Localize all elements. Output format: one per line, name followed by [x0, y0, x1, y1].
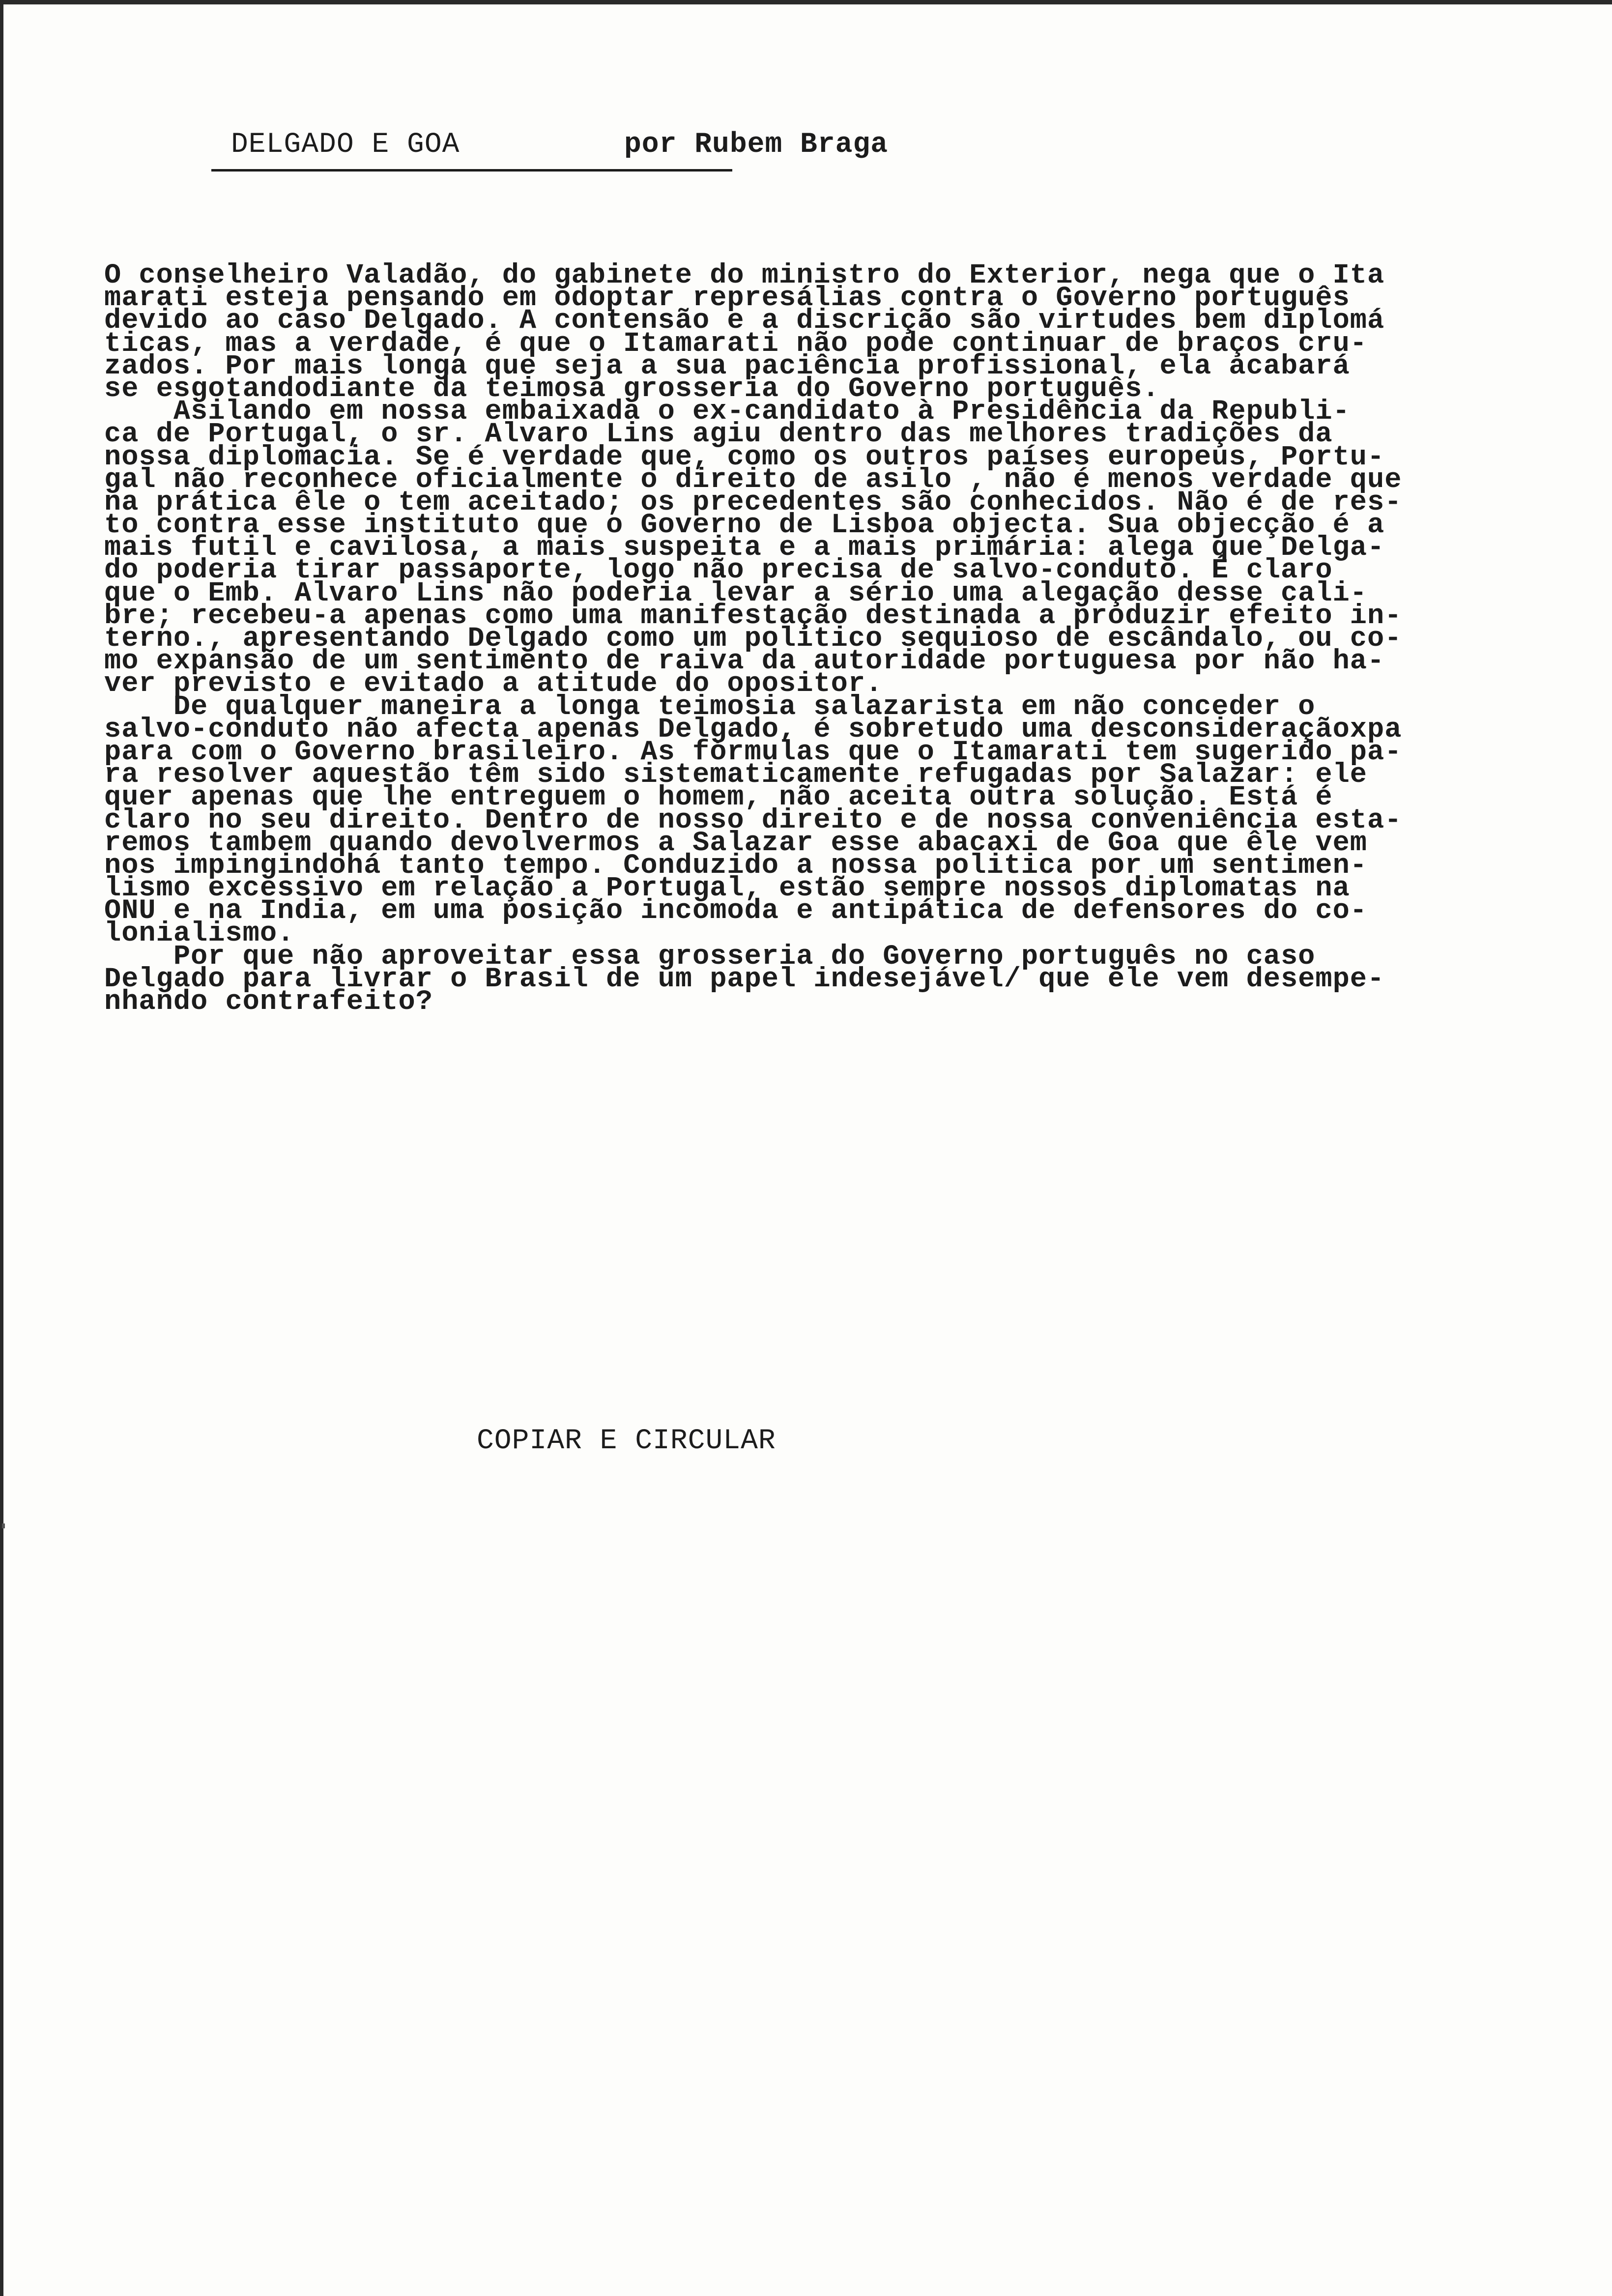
document-author: por Rubem Braga — [624, 129, 889, 161]
body-line: nos impingindohá tanto tempo. Conduzido a nossa politica por um sentimen- — [104, 850, 1368, 882]
body-line: ra resolver aquestão têm sido sistematicamente refugadas por Salazar: ele — [104, 759, 1368, 791]
body-line: nossa diplomacia. Se é verdade que, como os outros países europeus, Portu- — [104, 441, 1385, 473]
body-line: nhando contrafeito? — [104, 986, 433, 1018]
body-line: ONU e na India, em uma posição incomoda e antipática de defensores do co- — [104, 895, 1368, 927]
body-line: devido ao caso Delgado. A contensão e a discrição são virtudes bem diplomá — [104, 305, 1385, 337]
body-line: to contra esse instituto que o Governo de Lisboa objecta. Sua objecção é a — [104, 510, 1385, 542]
body-line: na prática êle o tem aceitado; os precedentes são conhecidos. Não é de res- — [104, 487, 1402, 518]
body-line: lonialismo. — [104, 918, 295, 950]
body-line: Delgado para livrar o Brasil de um papel indesejável/ que ele vem desempe- — [104, 963, 1385, 995]
body-line: gal não reconhece oficialmente o direito de asilo , não é menos verdade que — [104, 464, 1402, 496]
body-line: ca de Portugal, o sr. Alvaro Lins agiu dentro das melhores tradições da — [104, 419, 1333, 451]
body-line: terno., apresentando Delgado como um politico sequioso de escândalo, ou co- — [104, 623, 1402, 655]
body-line: que o Emb. Alvaro Lins não poderia levar a sério uma alegação desse cali- — [104, 577, 1368, 609]
body-line: zados. Por mais longa que seja a sua paciência profissional, ela acabará — [104, 350, 1350, 382]
body-line: do poderia tirar passaporte, logo não precisa de salvo-conduto. É claro — [104, 555, 1333, 587]
article-body — [104, 260, 1554, 1018]
page-top-edge — [0, 0, 1612, 4]
body-line: se esgotandodiante da teimosa grosseria do Governo português. — [104, 373, 1160, 405]
body-line: para com o Governo brasileiro. As fórmulas que o Itamarati tem sugerido pa- — [104, 736, 1402, 768]
body-line: remos tambem quando devolvermos a Salazar esse abacaxi de Goa que êle vem — [104, 827, 1368, 859]
body-line: bre; recebeu-a apenas como uma manifestação destinada a produzir efeito in- — [104, 600, 1402, 632]
body-line: Por que não aproveitar essa grosseria do Governo português no caso — [104, 941, 1316, 973]
margin-mark — [2, 1523, 5, 1528]
body-line: salvo-conduto não afecta apenas Delgado, é sobretudo uma desconsideraçãoxpa — [104, 714, 1402, 746]
body-line: quer apenas que lhe entreguem o homem, não aceita outra solução. Está é — [104, 782, 1333, 814]
document-title: DELGADO E GOA — [231, 129, 460, 161]
page-left-edge — [0, 0, 3, 2296]
body-line: claro no seu direito. Dentro de nosso direito e de nossa conveniência esta- — [104, 804, 1402, 836]
body-line: O conselheiro Valadão, do gabinete do ministro do Exterior, nega que o Ita — [104, 260, 1385, 291]
body-line: Asilando em nossa embaixada o ex-candidato à Presidência da Republi- — [104, 396, 1350, 428]
body-line: marati esteja pensando em odoptar represálias contra o Governo português — [104, 283, 1350, 315]
body-line: De qualquer maneira a longa teimosia salazarista em não conceder o — [104, 691, 1316, 723]
body-line: lismo excessivo em relação a Portugal, estão sempre nossos diplomatas na — [104, 873, 1350, 905]
body-line: ver previsto e evitado a atitude do opositor. — [104, 668, 883, 700]
footer-note: COPIAR E CIRCULAR — [477, 1425, 776, 1457]
title-underline — [211, 169, 732, 172]
body-line: ticas, mas a verdade, é que o Itamarati não pode continuar de braços cru- — [104, 328, 1368, 360]
body-line: mais futil e cavilosa, a mais suspeita e a mais primária: alega que Delga- — [104, 532, 1385, 564]
body-line: mo expansão de um sentimento de raiva da autoridade portuguesa por não ha- — [104, 646, 1385, 678]
